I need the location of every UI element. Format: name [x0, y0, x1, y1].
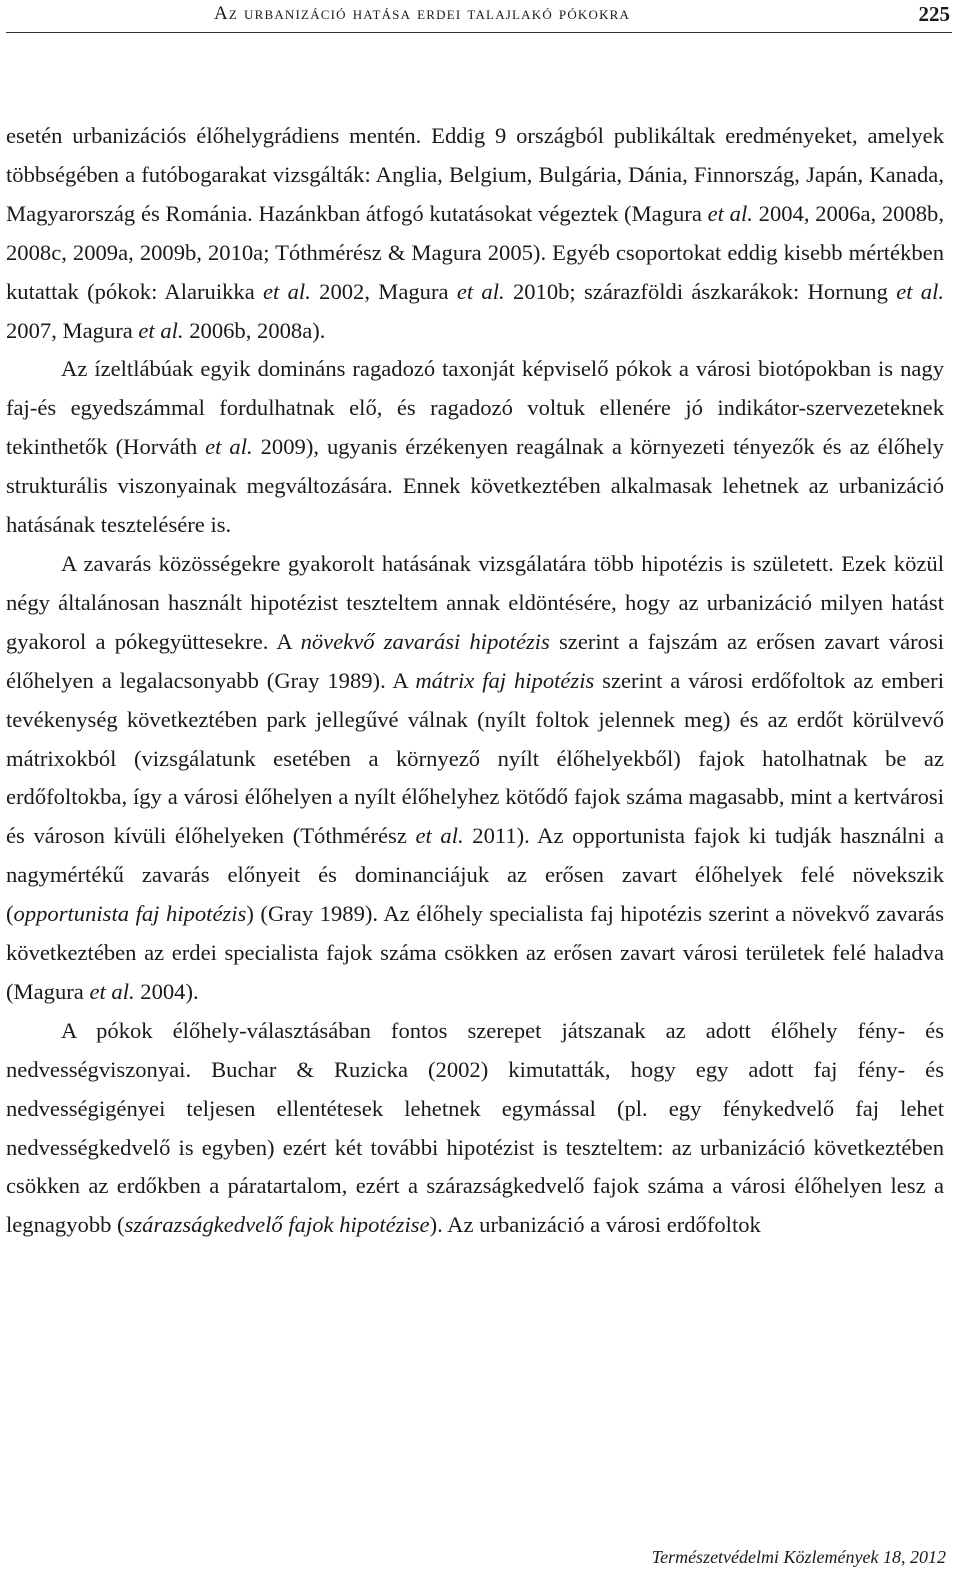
text-run: szerint a fajszám az erősen zavart városi élőhelyen a legalacsonyabb (Gray 1989). A — [6, 628, 944, 693]
text-run: ) (Gray 1989). Az élőhely specialista faj hipotézis szerint a növekvő zavarás következtében az erdei specialista fajok száma csökken az erősen zavart városi területek felé haladva (Magura — [6, 901, 944, 1004]
text-run: A zavarás közösségekre gyakorolt hatásának vizsgálatára több hipotézis is született. Ezek közül négy általánosan használt hipotézist teszteltem annak eldöntésére, hogy az urbanizáció milyen hatást gyakorol a pókegyüttesekre. A — [6, 550, 944, 654]
italic-run: mátrix faj hipotézis — [415, 667, 595, 693]
text-run: 2004, 2006a, 2008b, 2008c, 2009a, 2009b, 2010a; Tóthmérész & Magura 2005). Egyéb csoportokat eddig kisebb mértékben kutattak (pókok: Alaruikka — [6, 200, 945, 304]
text-run: szerint a városi erdőfoltok az emberi tevékenység következtében park jellegűvé válnak (nyílt foltok jelennek meg) és az erdőt körülvevő mátrixokból (vizsgálatunk esetében a környező nyílt élőhelyekből) fajok hatolhatnak be az erdőfoltokba, így a városi élőhelyen a nyílt élőhelyhez kötődő fajok száma magasabb, mint a kertvárosi és városon kívüli élőhelyeken (Tóthmérész — [6, 667, 944, 849]
body-text — [6, 117, 944, 1245]
text-run: esetén urbanizációs élőhelygrádiens mentén. Eddig 9 országból publikáltak eredményeket, amelyek többségében a futóbogarakat vizsgálták: Anglia, Belgium, Bulgária, Dánia, Finnország, Japán, Kanada, Magyarország és Románia. Hazánkban átfogó kutatásokat végeztek (Magura — [6, 123, 944, 226]
italic-run: et al. — [263, 278, 311, 304]
text-run: A pókok élőhely-választásában fontos szerepet játszanak az adott élőhely fény- és nedvességviszonyai. Buchar & Ruzicka (2002) kimutatták, hogy egy adott faj fény- és nedvességigényei teljesen ellentétesek lehetnek egymással (pl. egy fénykedvelő faj lehet nedvességkedvelő is egyben) ezért két további hipotézist is teszteltem: az urbanizáció következtében csökken az erdőkben a páratartalom, ezért a szárazságkedvelő fajok száma a városi élőhelyen lesz a legnagyobb ( — [6, 1017, 944, 1238]
journal-footer: Természetvédelmi Közlemények 18, 2012 — [651, 1547, 946, 1567]
page-number: 225 — [918, 2, 950, 26]
text-run: 2011). Az opportunista fajok ki tudják használni a nagymértékű zavarás előnyeit és dominanciájuk az erősen zavart élőhelyek felé növekszik ( — [6, 823, 945, 927]
paragraph — [6, 117, 944, 350]
italic-run: opportunista faj hipotézis — [13, 901, 247, 927]
header-rule — [6, 32, 952, 33]
text-run: 2010b; szárazföldi ászkarákok: Hornung — [504, 278, 897, 304]
text-run: 2004). — [134, 978, 199, 1004]
italic-run: szárazságkedvelő fajok hipotézise — [124, 1212, 430, 1238]
text-run: Az ízeltlábúak egyik domináns ragadozó taxonját képviselő pókok a városi biotópokban is nagy faj-és egyedszámmal fordulhatnak elő, és ragadozó voltuk ellenére jó indikátor-szervezeteknek tekinthetők (Horváth — [6, 356, 944, 460]
paragraph — [6, 545, 944, 1012]
text-run: 2002, Magura — [310, 278, 457, 304]
paragraph — [6, 1012, 944, 1245]
italic-run: et al. — [896, 278, 945, 304]
running-title: Az urbanizáció hatása erdei talajlakó pókokra — [214, 3, 631, 24]
italic-run: et al. — [89, 978, 135, 1004]
italic-run: et al. — [205, 434, 253, 460]
text-run: 2009), ugyanis érzékenyen reagálnak a környezeti tényezők és az élőhely strukturális viszonyainak megváltozására. Ennek következtében alkalmasak lehetnek az urbanizáció hatásának tesztelésére is. — [6, 434, 944, 538]
page-header — [6, 0, 952, 32]
text-run: 2006b, 2008a). — [183, 317, 326, 343]
italic-run: et al. — [138, 317, 184, 343]
italic-run: et al. — [707, 200, 753, 226]
text-run: 2007, Magura — [6, 317, 139, 343]
paragraph — [6, 350, 944, 545]
italic-run: et al. — [415, 823, 464, 849]
italic-run: et al. — [456, 278, 505, 304]
text-run: ). Az urbanizáció a városi erdőfoltok — [429, 1212, 761, 1238]
italic-run: növekvő zavarási hipotézis — [300, 628, 550, 654]
